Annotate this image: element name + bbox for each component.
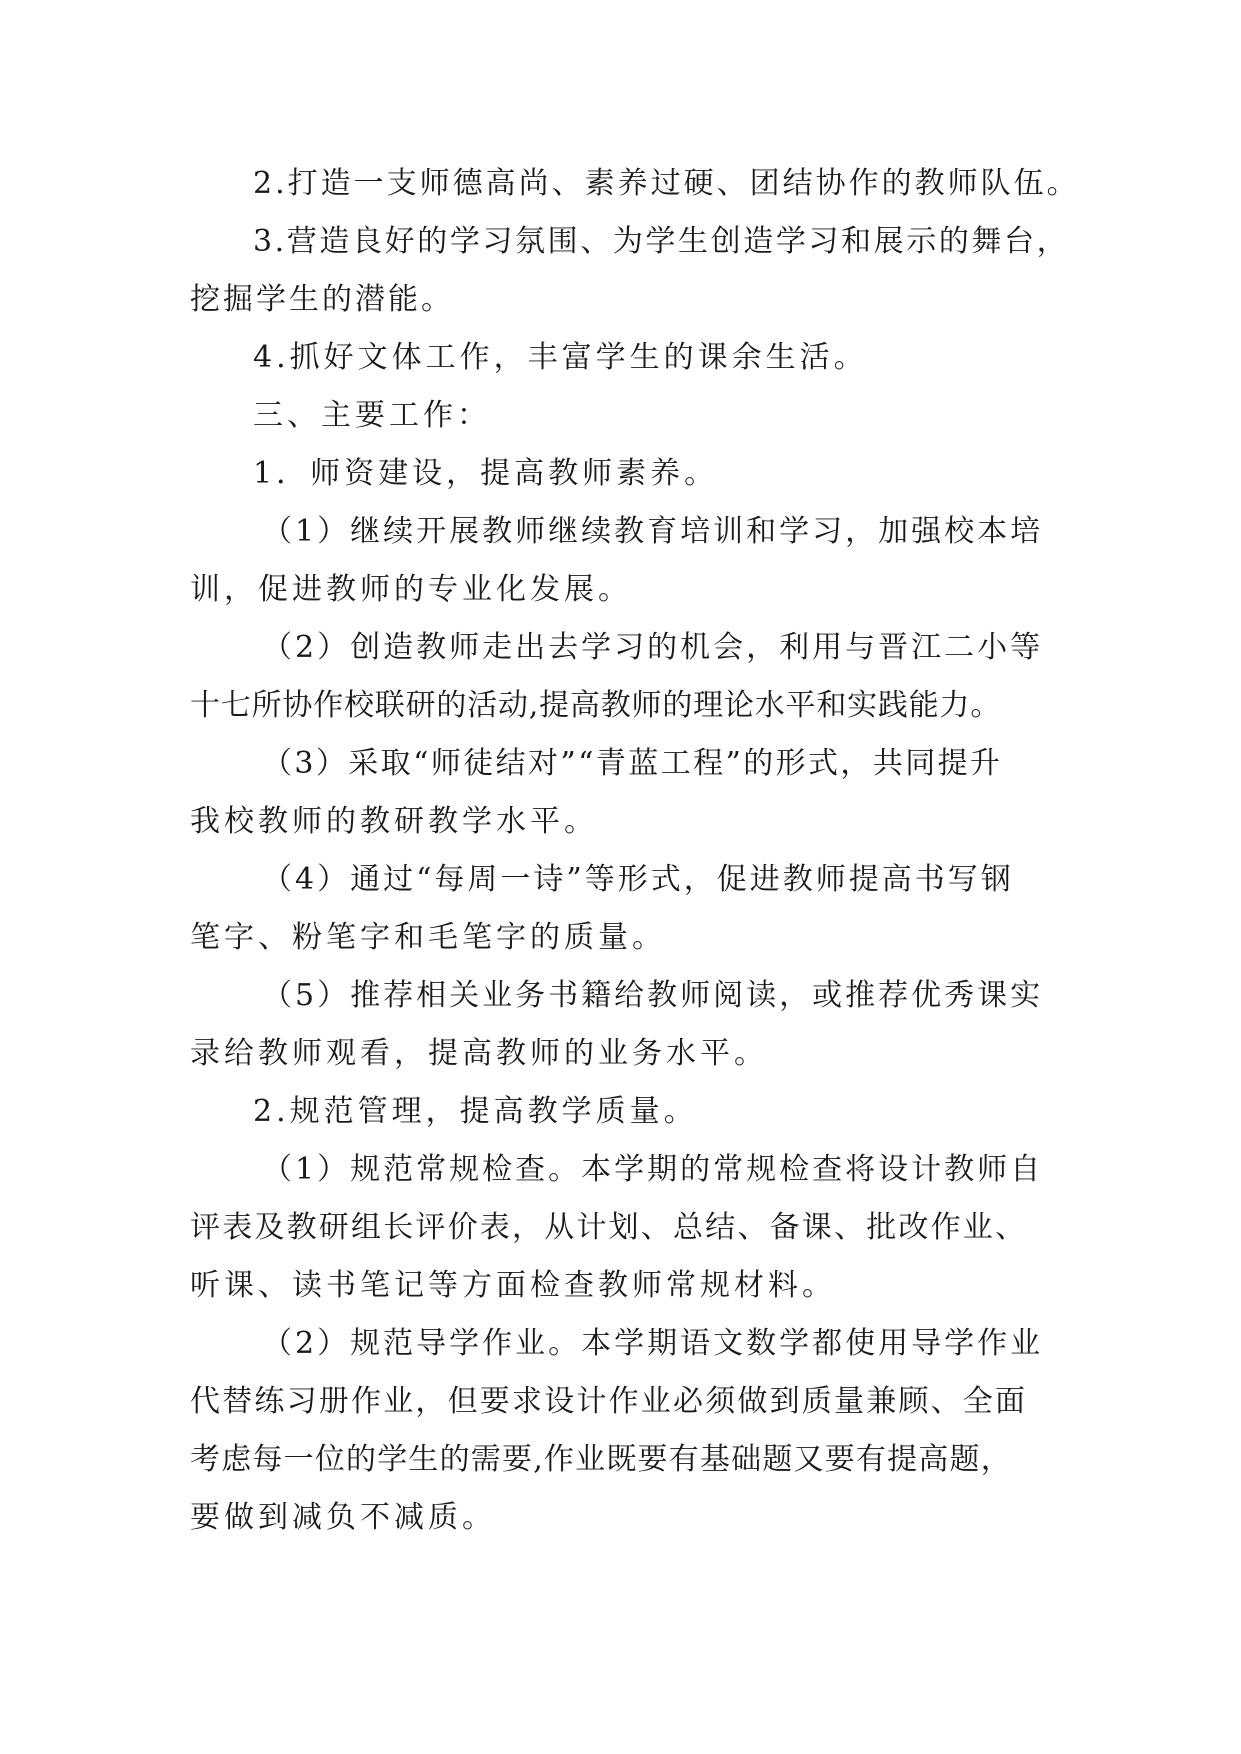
text-line: 3.营造良好的学习氛围、为学生创造学习和展示的舞台， bbox=[253, 224, 1070, 259]
text-line: （2）规范导学作业。本学期语文数学都使用导学作业 bbox=[262, 1326, 1044, 1361]
text-line: （2）创造教师走出去学习的机会，利用与晋江二小等 bbox=[262, 630, 1044, 665]
text-line: 2.打造一支师德高尚、素养过硬、团结协作的教师队伍。 bbox=[253, 166, 1080, 201]
text-line: 听课、读书笔记等方面检查教师常规材料。 bbox=[190, 1268, 836, 1303]
text-line: 训，促进教师的专业化发展。 bbox=[190, 572, 632, 607]
text-line: 我校教师的教研教学水平。 bbox=[190, 804, 598, 839]
text-line: （4）通过“每周一诗”等形式，促进教师提高书写钢 bbox=[262, 862, 1014, 897]
text-line: 录给教师观看，提高教师的业务水平。 bbox=[190, 1036, 768, 1071]
text-line: （1）继续开展教师继续教育培训和学习，加强校本培 bbox=[262, 514, 1044, 549]
text-line: 评表及教研组长评价表，从计划、总结、备课、批改作业、 bbox=[190, 1210, 1028, 1245]
text-line: 考虑每一位的学生的需要,作业既要有基础题又要有提高题， bbox=[190, 1442, 1012, 1477]
text-line: 十七所协作校联研的活动,提高教师的理论水平和实践能力。 bbox=[190, 688, 1002, 723]
subsection-heading: 1．师资建设，提高教师素养。 bbox=[253, 456, 719, 491]
section-heading: 三、主要工作： bbox=[253, 398, 491, 433]
text-line: （1）规范常规检查。本学期的常规检查将设计教师自 bbox=[262, 1152, 1044, 1187]
subsection-heading: 2.规范管理，提高教学质量。 bbox=[253, 1094, 698, 1129]
text-line: 4.抓好文体工作，丰富学生的课余生活。 bbox=[253, 340, 868, 375]
text-line: 挖掘学生的潜能。 bbox=[190, 282, 454, 317]
text-line: 要做到减负不减质。 bbox=[190, 1500, 496, 1535]
text-line: （3）采取“师徒结对”“青蓝工程”的形式，共同提升 bbox=[262, 746, 1003, 781]
text-line: （5）推荐相关业务书籍给教师阅读，或推荐优秀课实 bbox=[262, 978, 1044, 1013]
text-line: 代替练习册作业，但要求设计作业必须做到质量兼顾、全面 bbox=[190, 1384, 1028, 1419]
text-line: 笔字、粉笔字和毛笔字的质量。 bbox=[190, 920, 666, 955]
